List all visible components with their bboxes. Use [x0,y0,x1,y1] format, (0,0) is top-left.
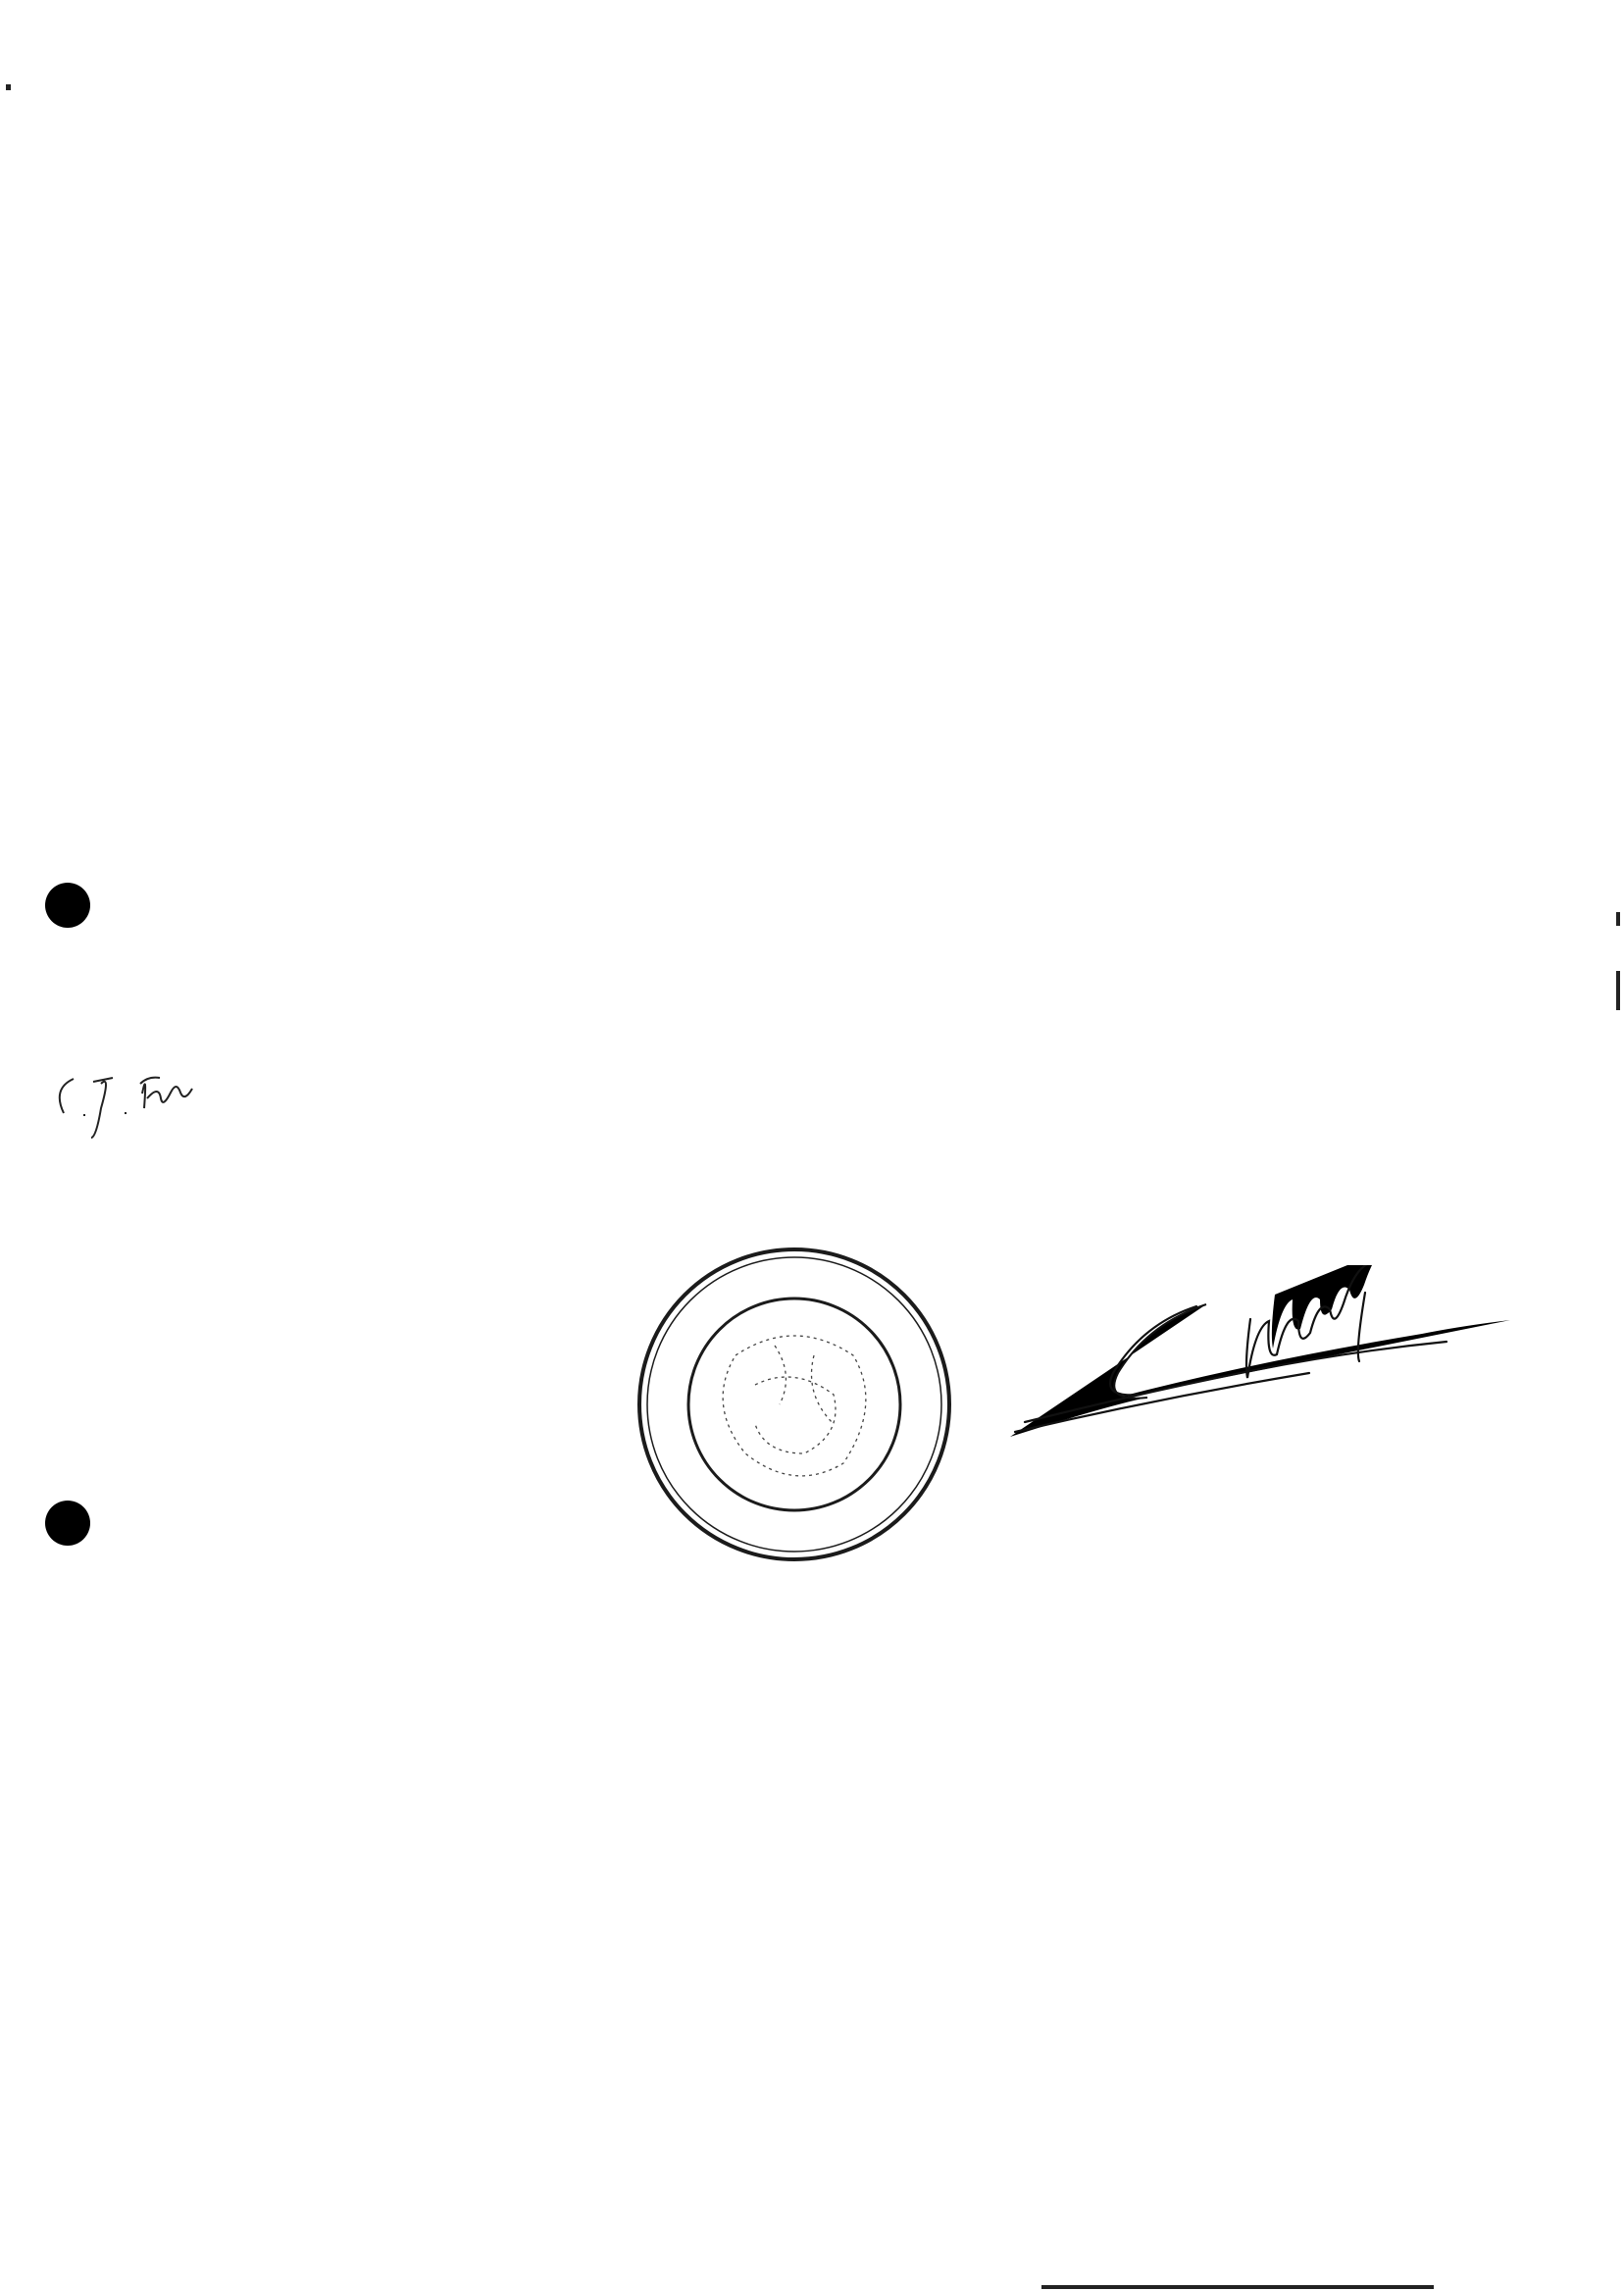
handwritten-initials [44,1054,240,1143]
signature-strokes [1000,1265,1549,1442]
scan-mark [1616,912,1620,926]
scan-mark [1041,2285,1434,2289]
punch-hole-icon [45,883,90,928]
table-grid [0,0,1624,843]
scan-mark [6,84,11,90]
scan-mark [1616,971,1620,1010]
punch-hole-icon [45,1501,90,1546]
official-seal-icon [628,1238,961,1571]
